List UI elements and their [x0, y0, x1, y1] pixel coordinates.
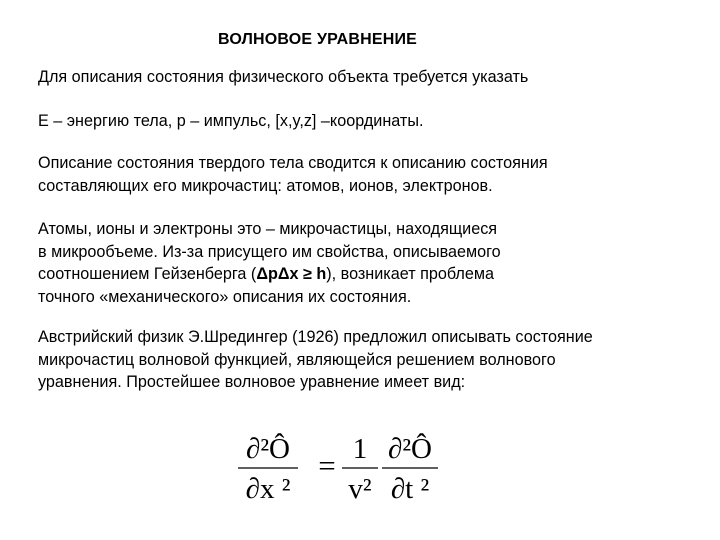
paragraph-schrodinger [38, 326, 593, 394]
text-line: Описание состояния твердого тела сводится к описанию состояния [38, 154, 548, 172]
heisenberg-relation: ΔpΔx ≥ h [256, 265, 327, 283]
text-line: микрочастиц волновой функцией, являющейся решением волнового [38, 350, 556, 369]
page-title: ВОЛНОВОЕ УРАВНЕНИЕ [218, 31, 418, 48]
lhs-numerator: ∂²Ô [246, 433, 290, 465]
rhs-numerator: ∂²Ô [388, 433, 432, 465]
lhs-denominator: ∂x ² [245, 473, 291, 505]
coef-numerator: 1 [352, 433, 368, 465]
coef-denominator: v² [348, 473, 372, 505]
text-line: Для описания состояния физического объекта требуется указать [38, 68, 529, 86]
text-line: E – энергию тела, p – импульс, [x,y,z] –координаты. [38, 112, 424, 130]
paragraph-microparticles [38, 218, 501, 308]
wave-equation-formula [232, 420, 442, 510]
equals-sign: = [318, 448, 336, 483]
text-line: составляющих его микрочастиц: атомов, ионов, электронов. [38, 176, 493, 195]
text-fragment: соотношением Гейзенберга ( [38, 265, 257, 283]
text-line: Австрийский физик Э.Шредингер (1926) предложил описывать состояние [38, 328, 593, 346]
text-line-heisenberg [38, 263, 501, 286]
text-line: уравнения. Простейшее волновое уравнение имеет вид: [38, 373, 466, 391]
text-line: в микрообъеме. Из-за присущего им свойства, описываемого [38, 242, 501, 261]
paragraph-solid-state [38, 152, 548, 197]
paragraph-energy-momentum [38, 110, 423, 133]
text-fragment: ), возникает проблема [326, 265, 495, 283]
text-line: точного «механического» описания их состояния. [38, 287, 412, 306]
paragraph-state-description [38, 66, 528, 89]
rhs-denominator: ∂t ² [390, 473, 430, 505]
text-line: Атомы, ионы и электроны это – микрочастицы, находящиеся [38, 220, 498, 238]
